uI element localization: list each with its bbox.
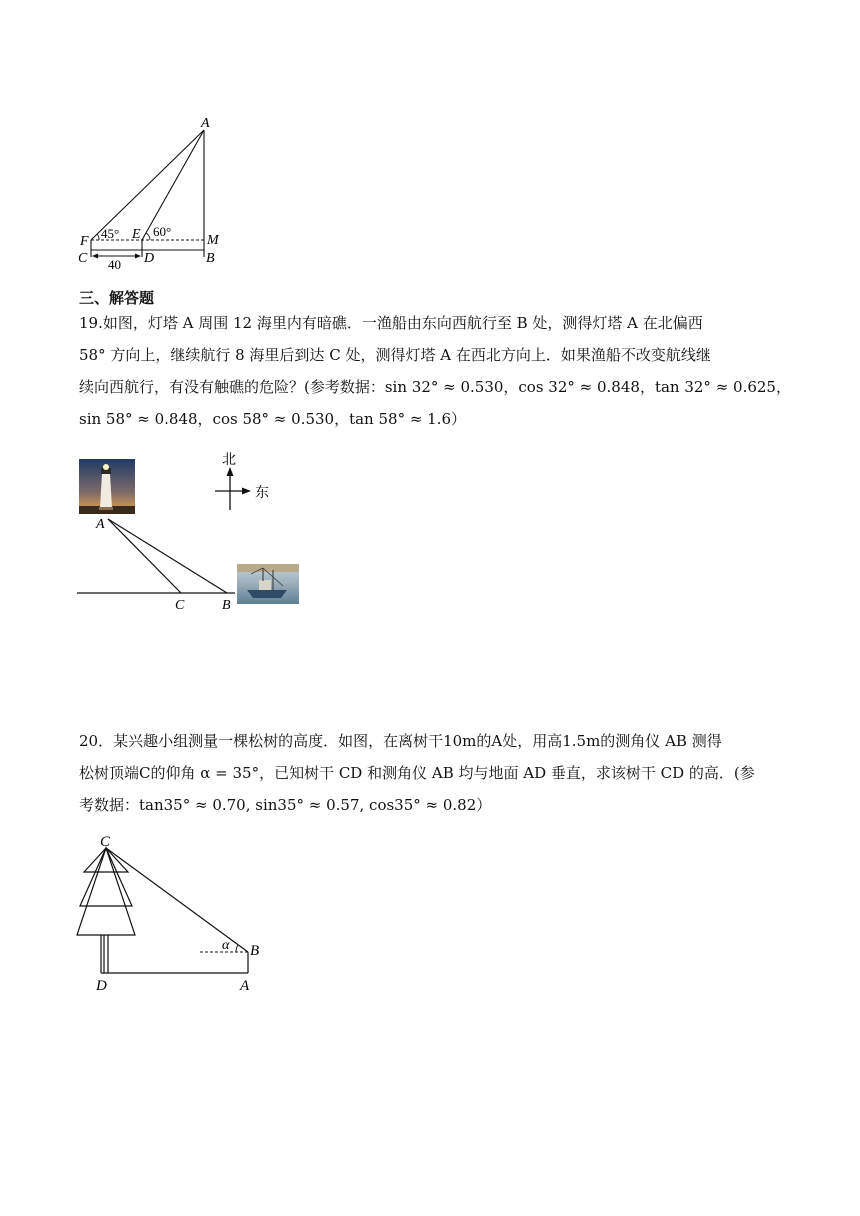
figure-lighthouse-svg (75, 450, 315, 620)
section-title: 三、解答题 (79, 289, 155, 307)
label-F: F (80, 234, 89, 249)
label-A: A (96, 517, 105, 532)
q20-line-1: 20．某兴趣小组测量一棵松树的高度．如图，在离树干10m的A处，用高1.5m的测角仪 AB 测得 (79, 732, 722, 750)
q19-line-2: 58° 方向上，继续航行 8 海里后到达 C 处，测得灯塔 A 在西北方向上．如果渔船不改变航线继 (79, 346, 711, 364)
label-E: E (132, 227, 141, 242)
line-AC (108, 519, 181, 593)
label-B: B (206, 251, 215, 266)
label-B: B (250, 943, 260, 959)
label-alpha: α (222, 938, 230, 953)
label-C: C (175, 598, 185, 613)
question-19 (79, 310, 791, 433)
compass-east-label: 东 (255, 486, 269, 501)
q20-line-3: 考数据：tan35° ≈ 0.70, sin35° ≈ 0.57, cos35° ≈ 0.82） (79, 796, 492, 814)
pine-tree-icon (77, 848, 135, 973)
lighthouse-icon (79, 459, 135, 514)
figure-triangle-svg (70, 110, 240, 270)
label-M: M (207, 233, 219, 248)
question-20 (79, 728, 789, 819)
q19-line-1: 19.如图，灯塔 A 周围 12 海里内有暗礁．一渔船由东向西航行至 B 处，测得灯塔 A 在北偏西 (79, 314, 703, 332)
figure-pine-tree (70, 832, 270, 997)
compass-icon (215, 467, 251, 510)
label-A: A (240, 978, 250, 994)
line-CB (106, 848, 248, 952)
fishing-boat-icon (237, 564, 299, 604)
angle-arc-45 (97, 234, 99, 240)
compass-north-label: 北 (222, 453, 236, 468)
angle-arc-60 (146, 233, 150, 240)
line-EA (142, 130, 204, 240)
figure-tree-svg (70, 832, 270, 997)
label-C: C (100, 834, 111, 850)
distance-40-label: 40 (108, 257, 121, 270)
angle-alpha-arc (236, 945, 238, 952)
label-D: D (96, 978, 107, 994)
label-B: B (222, 598, 231, 613)
line-FA (91, 130, 204, 240)
figure-lighthouse-boat (75, 450, 315, 620)
label-D: D (144, 251, 155, 266)
q19-line-4: sin 58° ≈ 0.848，cos 58° ≈ 0.530，tan 58° ≈ 1.6） (79, 410, 467, 428)
q20-line-2: 松树顶端C的仰角 α = 35°，已知树干 CD 和测角仪 AB 均与地面 AD 垂直，求该树干 CD 的高．(参 (79, 764, 755, 782)
label-C: C (78, 251, 88, 266)
angle-60-label: 60° (153, 224, 172, 239)
arrowhead-left (92, 254, 98, 259)
q19-line-3: 续向西航行，有没有触礁的危险？(参考数据：sin 32° ≈ 0.530，cos 32° ≈ 0.848，tan 32° ≈ 0.625， (79, 378, 791, 396)
label-A: A (201, 116, 210, 131)
line-AB (108, 519, 227, 593)
arrowhead-right (135, 254, 141, 259)
figure-triangle-angles (70, 110, 240, 270)
angle-45-label: 45° (101, 226, 120, 241)
